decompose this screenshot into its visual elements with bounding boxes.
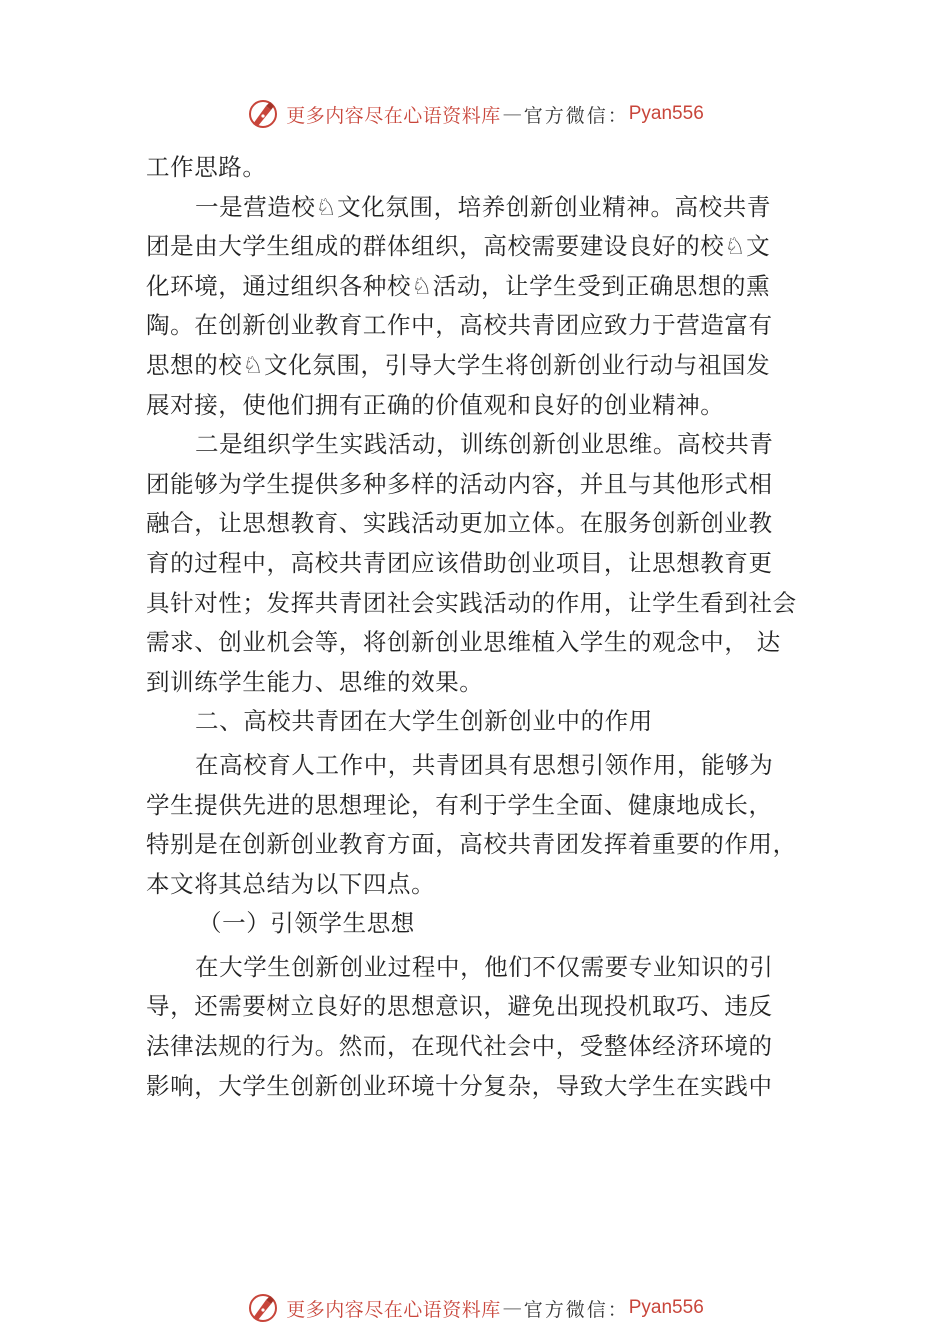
subsection-heading: （一）引领学生思想 <box>198 909 415 938</box>
banner-dash: — <box>502 103 522 125</box>
text-line: 化环境，通过组织各种校♘活动，让学生受到正确思想的熏 <box>146 271 771 300</box>
paragraph-start: 二是组织学生实践活动，训练创新创业思维。高校共青 <box>195 430 774 459</box>
banner-site-name: 更多内容尽在心语资料库 <box>286 1298 501 1321</box>
footer-banner <box>0 1288 950 1328</box>
text-line: 团是由大学生组成的群体组织，高校需要建设良好的校♘文 <box>146 232 771 261</box>
text-line: 学生提供先进的思想理论，有利于学生全面、健康地成长， <box>146 790 773 819</box>
banner-site-name: 更多内容尽在心语资料库 <box>286 104 501 127</box>
text-line: 需求、创业机会等，将创新创业思维植入学生的观念中， 达 <box>146 628 781 657</box>
text-line: 陶。在创新创业教育工作中，高校共青团应致力于营造富有 <box>146 311 773 340</box>
pen-nib-logo-icon <box>246 1291 280 1325</box>
banner-wechat-label: 官方微信： <box>523 104 629 127</box>
text-line: 到训练学生能力、思维的效果。 <box>146 667 484 696</box>
text-line: 影响，大学生创新创业环境十分复杂，导致大学生在实践中 <box>146 1071 773 1100</box>
text-line: 导，还需要树立良好的思想意识，避免出现投机取巧、违反 <box>146 992 773 1021</box>
section-heading: 二、高校共青团在大学生创新创业中的作用 <box>195 707 653 736</box>
banner-wechat-id: Pyan556 <box>628 1297 704 1318</box>
document-body <box>146 148 826 1106</box>
text-line: 育的过程中，高校共青团应该借助创业项目，让思想教育更 <box>146 548 773 577</box>
text-line: 法律法规的行为。然而，在现代社会中，受整体经济环境的 <box>146 1032 773 1061</box>
header-banner <box>0 94 950 134</box>
paragraph-start: 在大学生创新创业过程中，他们不仅需要专业知识的引 <box>195 952 774 981</box>
banner-wechat-id: Pyan556 <box>628 103 704 124</box>
text-line: 工作思路。 <box>146 153 267 181</box>
text-line: 融合，让思想教育、实践活动更加立体。在服务创新创业教 <box>146 509 773 538</box>
text-line: 团能够为学生提供多种多样的活动内容，并且与其他形式相 <box>146 469 773 498</box>
paragraph-start: 在高校育人工作中，共青团具有思想引领作用，能够为 <box>195 750 774 779</box>
banner-wechat-label: 官方微信： <box>523 1298 629 1321</box>
text-line: 具针对性；发挥共青团社会实践活动的作用，让学生看到社会 <box>146 588 797 617</box>
text-line: 本文将其总结为以下四点。 <box>146 869 436 898</box>
text-line: 思想的校♘文化氛围，引导大学生将创新创业行动与祖国发 <box>146 350 771 379</box>
text-line: 特别是在创新创业教育方面，高校共青团发挥着重要的作用， <box>146 830 797 859</box>
pen-nib-logo-icon <box>246 97 280 131</box>
banner-dash: — <box>502 1297 522 1319</box>
text-line: 展对接，使他们拥有正确的价值观和良好的创业精神。 <box>146 390 725 419</box>
paragraph-start: 一是营造校♘文化氛围，培养创新创业精神。高校共青 <box>195 192 771 221</box>
